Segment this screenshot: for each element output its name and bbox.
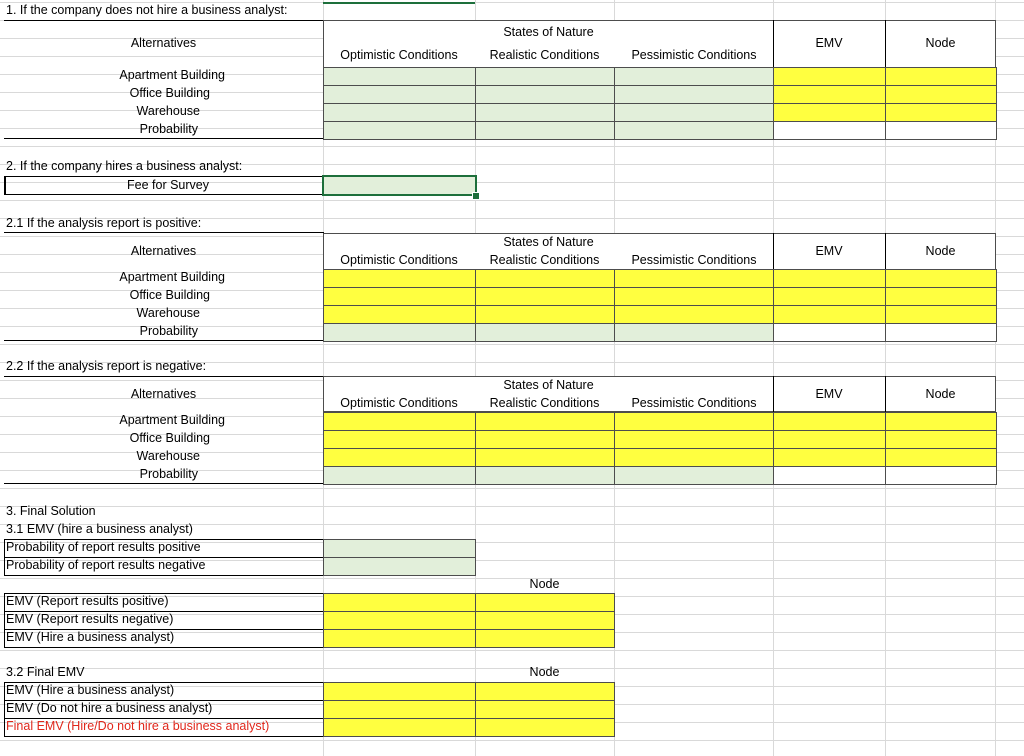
value-input-cell[interactable]	[323, 85, 477, 104]
condition-header: Optimistic Conditions	[340, 48, 458, 62]
border	[4, 611, 324, 612]
formula-input-cell[interactable]	[475, 682, 615, 701]
row-label: Apartment Building	[119, 68, 225, 82]
formula-input-cell[interactable]	[885, 85, 997, 104]
formula-input-cell[interactable]	[773, 269, 887, 288]
gridline	[0, 344, 1024, 345]
node-header: Node	[529, 665, 560, 679]
formula-input-cell[interactable]	[475, 611, 615, 630]
border	[4, 736, 324, 737]
states-of-nature-header: States of Nature	[503, 378, 594, 392]
formula-input-cell[interactable]	[614, 412, 775, 431]
border	[4, 557, 324, 558]
formula-input-cell[interactable]	[323, 412, 477, 431]
states-of-nature-header: States of Nature	[503, 25, 594, 39]
value-input-cell[interactable]	[323, 121, 477, 140]
row-label: Apartment Building	[119, 270, 225, 284]
emv-hire-label: EMV (Hire a business analyst)	[6, 683, 175, 697]
value-input-cell[interactable]	[614, 466, 775, 485]
border	[4, 138, 324, 139]
border	[4, 593, 5, 648]
formula-input-cell[interactable]	[885, 269, 997, 288]
border	[4, 176, 324, 177]
gridline	[0, 650, 1024, 651]
border	[4, 682, 5, 737]
border	[4, 718, 324, 719]
value-input-cell[interactable]	[614, 103, 775, 122]
formula-input-cell[interactable]	[773, 305, 887, 324]
row-label: Office Building	[129, 288, 210, 302]
node-header: Node	[529, 577, 560, 591]
value-input-cell[interactable]	[614, 85, 775, 104]
border	[323, 2, 475, 4]
formula-input-cell[interactable]	[773, 448, 887, 467]
node-header: Node	[925, 244, 956, 258]
formula-input-cell[interactable]	[323, 611, 476, 630]
formula-input-cell[interactable]	[885, 448, 997, 467]
value-input-cell[interactable]	[323, 466, 477, 485]
value-input-cell[interactable]	[475, 323, 616, 342]
formula-input-cell[interactable]	[885, 412, 997, 431]
condition-header: Optimistic Conditions	[340, 396, 458, 410]
formula-input-cell[interactable]	[323, 682, 476, 701]
empty-cell[interactable]	[885, 323, 997, 342]
border	[4, 682, 324, 683]
border	[4, 700, 324, 701]
formula-input-cell[interactable]	[773, 287, 887, 306]
gridline	[0, 506, 1024, 507]
formula-input-cell[interactable]	[323, 448, 477, 467]
emv-hire-label: EMV (Hire a business analyst)	[6, 630, 175, 644]
row-label: Probability	[139, 324, 198, 338]
section1-heading: 1. If the company does not hire a business analyst:	[6, 3, 288, 17]
emv-header: EMV	[815, 36, 843, 50]
value-input-cell[interactable]	[614, 121, 775, 140]
border	[4, 176, 6, 195]
formula-input-cell[interactable]	[885, 305, 997, 324]
formula-input-cell[interactable]	[323, 430, 477, 449]
border	[885, 376, 886, 412]
border	[4, 20, 324, 21]
condition-header: Realistic Conditions	[489, 48, 600, 62]
formula-input-cell[interactable]	[885, 287, 997, 306]
formula-input-cell[interactable]	[885, 103, 997, 122]
row-label: Apartment Building	[119, 413, 225, 427]
prob-positive-label: Probability of report results positive	[6, 540, 201, 554]
condition-header: Pessimistic Conditions	[631, 396, 757, 410]
row-label: Probability	[139, 122, 198, 136]
value-input-cell[interactable]	[475, 121, 616, 140]
gridline	[0, 488, 1024, 489]
prob-positive-input[interactable]	[323, 539, 476, 558]
empty-cell[interactable]	[885, 121, 997, 140]
row-label: Office Building	[129, 431, 210, 445]
formula-input-cell[interactable]	[323, 269, 477, 288]
formula-input-cell[interactable]	[614, 448, 775, 467]
formula-input-cell[interactable]	[614, 430, 775, 449]
value-input-cell[interactable]	[323, 323, 477, 342]
alternatives-header: Alternatives	[130, 36, 197, 50]
border	[885, 233, 886, 270]
gridline	[0, 200, 1024, 201]
prob-negative-label: Probability of report results negative	[6, 558, 206, 572]
formula-input-cell[interactable]	[614, 305, 775, 324]
border	[773, 376, 774, 412]
emv-no-hire-label: EMV (Do not hire a business analyst)	[6, 701, 213, 715]
border	[4, 629, 324, 630]
formula-input-cell[interactable]	[323, 718, 476, 737]
row-label: Warehouse	[136, 104, 200, 118]
formula-input-cell[interactable]	[475, 718, 615, 737]
border	[4, 593, 324, 594]
fee-label: Fee for Survey	[127, 178, 209, 192]
states-of-nature-header: States of Nature	[503, 235, 594, 249]
border	[4, 539, 5, 576]
border	[885, 20, 886, 68]
border	[4, 232, 324, 233]
condition-header: Optimistic Conditions	[340, 253, 458, 267]
prob-negative-input[interactable]	[323, 557, 476, 576]
formula-input-cell[interactable]	[323, 700, 476, 719]
alternatives-header: Alternatives	[130, 387, 197, 401]
formula-input-cell[interactable]	[475, 700, 615, 719]
formula-input-cell[interactable]	[323, 287, 477, 306]
value-input-cell[interactable]	[475, 103, 616, 122]
formula-input-cell[interactable]	[614, 269, 775, 288]
section31-heading: 3.1 EMV (hire a business analyst)	[6, 522, 193, 536]
value-input-cell[interactable]	[475, 466, 616, 485]
value-input-cell[interactable]	[614, 323, 775, 342]
emv-negative-label: EMV (Report results negative)	[6, 612, 174, 626]
gridline	[0, 146, 1024, 147]
formula-input-cell[interactable]	[475, 448, 616, 467]
row-label: Probability	[139, 467, 198, 481]
formula-input-cell[interactable]	[475, 305, 616, 324]
node-header: Node	[925, 36, 956, 50]
formula-input-cell[interactable]	[323, 629, 476, 648]
formula-input-cell[interactable]	[773, 430, 887, 449]
formula-input-cell[interactable]	[323, 593, 476, 612]
section3-heading: 3. Final Solution	[6, 504, 96, 518]
formula-input-cell[interactable]	[475, 412, 616, 431]
section2-heading: 2. If the company hires a business analyst:	[6, 159, 243, 173]
border	[4, 539, 324, 540]
border	[4, 340, 324, 341]
condition-header: Realistic Conditions	[489, 396, 600, 410]
formula-input-cell[interactable]	[773, 85, 887, 104]
section21-heading: 2.1 If the analysis report is positive:	[6, 216, 202, 230]
row-label: Office Building	[129, 86, 210, 100]
active-cell-selection	[322, 175, 477, 196]
border	[4, 647, 324, 648]
formula-input-cell[interactable]	[475, 430, 616, 449]
formula-input-cell[interactable]	[323, 305, 477, 324]
condition-header: Realistic Conditions	[489, 253, 600, 267]
formula-input-cell[interactable]	[885, 67, 997, 86]
value-input-cell[interactable]	[323, 67, 477, 86]
formula-input-cell[interactable]	[475, 629, 615, 648]
emv-header: EMV	[815, 387, 843, 401]
formula-input-cell[interactable]	[475, 269, 616, 288]
condition-header: Pessimistic Conditions	[631, 253, 757, 267]
value-input-cell[interactable]	[475, 85, 616, 104]
empty-cell[interactable]	[773, 323, 887, 342]
formula-input-cell[interactable]	[475, 287, 616, 306]
final-emv-label: Final EMV (Hire/Do not hire a business analyst)	[6, 719, 270, 733]
empty-cell[interactable]	[885, 466, 997, 485]
value-input-cell[interactable]	[614, 67, 775, 86]
formula-input-cell[interactable]	[885, 430, 997, 449]
formula-input-cell[interactable]	[614, 287, 775, 306]
value-input-cell[interactable]	[323, 103, 477, 122]
border	[773, 20, 774, 68]
fill-handle[interactable]	[472, 192, 480, 200]
emv-header: EMV	[815, 244, 843, 258]
border	[4, 575, 324, 576]
formula-input-cell[interactable]	[773, 67, 887, 86]
emv-positive-label: EMV (Report results positive)	[6, 594, 169, 608]
empty-cell[interactable]	[773, 466, 887, 485]
empty-cell[interactable]	[773, 121, 887, 140]
border	[4, 483, 324, 484]
alternatives-header: Alternatives	[130, 244, 197, 258]
formula-input-cell[interactable]	[773, 412, 887, 431]
border	[4, 194, 324, 195]
node-header: Node	[925, 387, 956, 401]
value-input-cell[interactable]	[475, 67, 616, 86]
condition-header: Pessimistic Conditions	[631, 48, 757, 62]
border	[773, 233, 774, 270]
gridline	[0, 740, 1024, 741]
border	[4, 376, 324, 377]
section22-heading: 2.2 If the analysis report is negative:	[6, 359, 207, 373]
row-label: Warehouse	[136, 306, 200, 320]
row-label: Warehouse	[136, 449, 200, 463]
formula-input-cell[interactable]	[475, 593, 615, 612]
section32-heading: 3.2 Final EMV	[6, 665, 85, 679]
formula-input-cell[interactable]	[773, 103, 887, 122]
